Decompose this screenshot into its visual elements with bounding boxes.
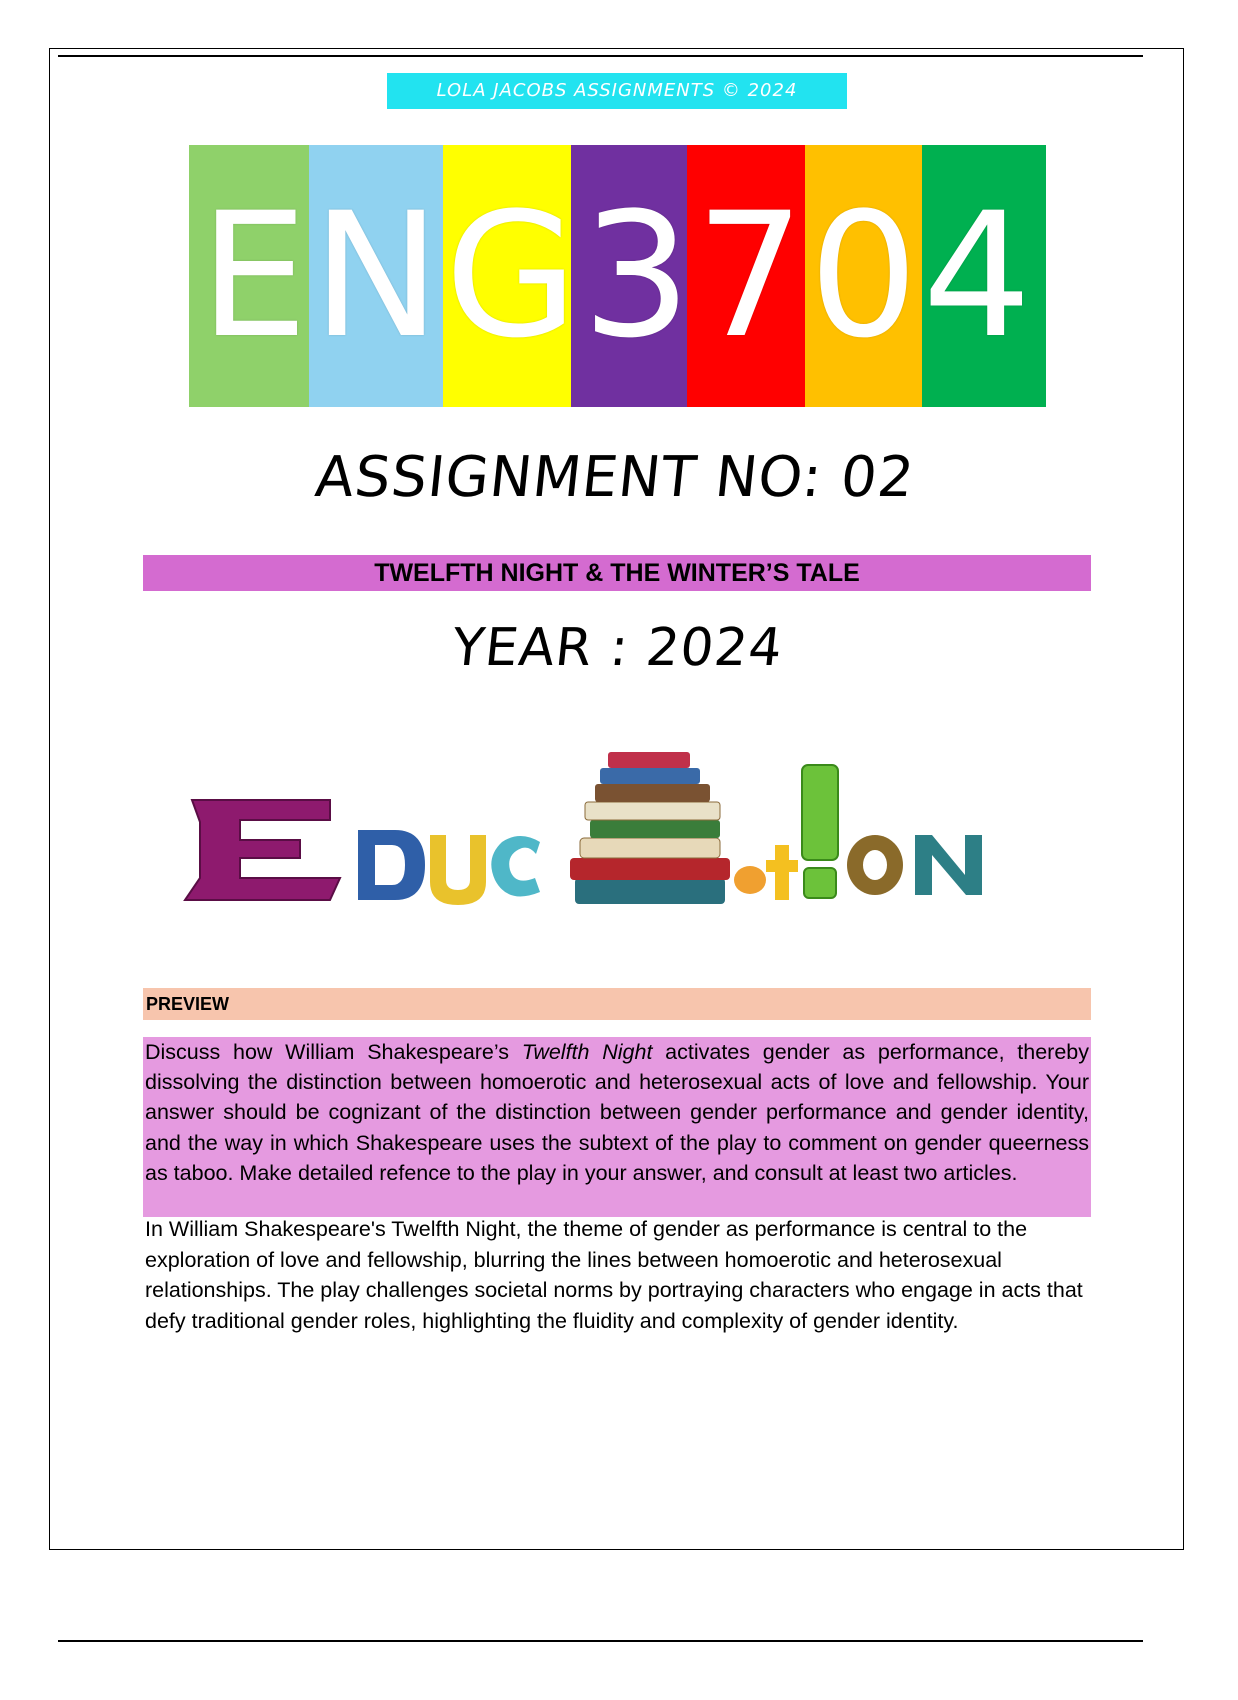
book-stack-icon [570, 752, 730, 904]
top-rule [58, 55, 1143, 57]
education-books-illustration [180, 737, 1060, 920]
preview-header: PREVIEW [143, 988, 1091, 1020]
year-heading: YEAR : 2024 [449, 618, 786, 678]
answer-preview-text: In William Shakespeare's Twelfth Night, the theme of gender as performance is central to the exploration of love and fellowship, blurring the lines between homoerotic and heterosexual relationships. The play challenges societal norms by portraying characters who engage in acts that defy traditional gender roles, highlighting the fluidity and complexity of gender identity. [145, 1217, 1083, 1333]
education-word-art: Education [180, 737, 252, 754]
bottom-rule [58, 1640, 1143, 1642]
watermark-label: LOLA JACOBS ASSIGNMENTS © 2024 [387, 73, 847, 109]
play-title-italic: Twelfth Night [521, 1040, 653, 1064]
assignment-number: ASSIGNMENT NO: 02 [312, 445, 918, 510]
course-code: ENG3704 [199, 175, 1036, 376]
course-banner [189, 145, 1046, 407]
subtitle-bar: TWELFTH NIGHT & THE WINTER’S TALE [143, 555, 1091, 591]
assignment-question: Discuss how William Shakespeare’s Twelfth Night activates gender as performance, thereby dissolving the distinction between homoerotic and heterosexual acts of love and fellowship. Your answer should be cognizant of the distinction between gender performance and gender identity, and the way in which Shakespeare uses the subtext of the play to comment on gender queerness as taboo. Make detailed refence to the play in your answer, and consult at least two articles. [143, 1037, 1091, 1217]
